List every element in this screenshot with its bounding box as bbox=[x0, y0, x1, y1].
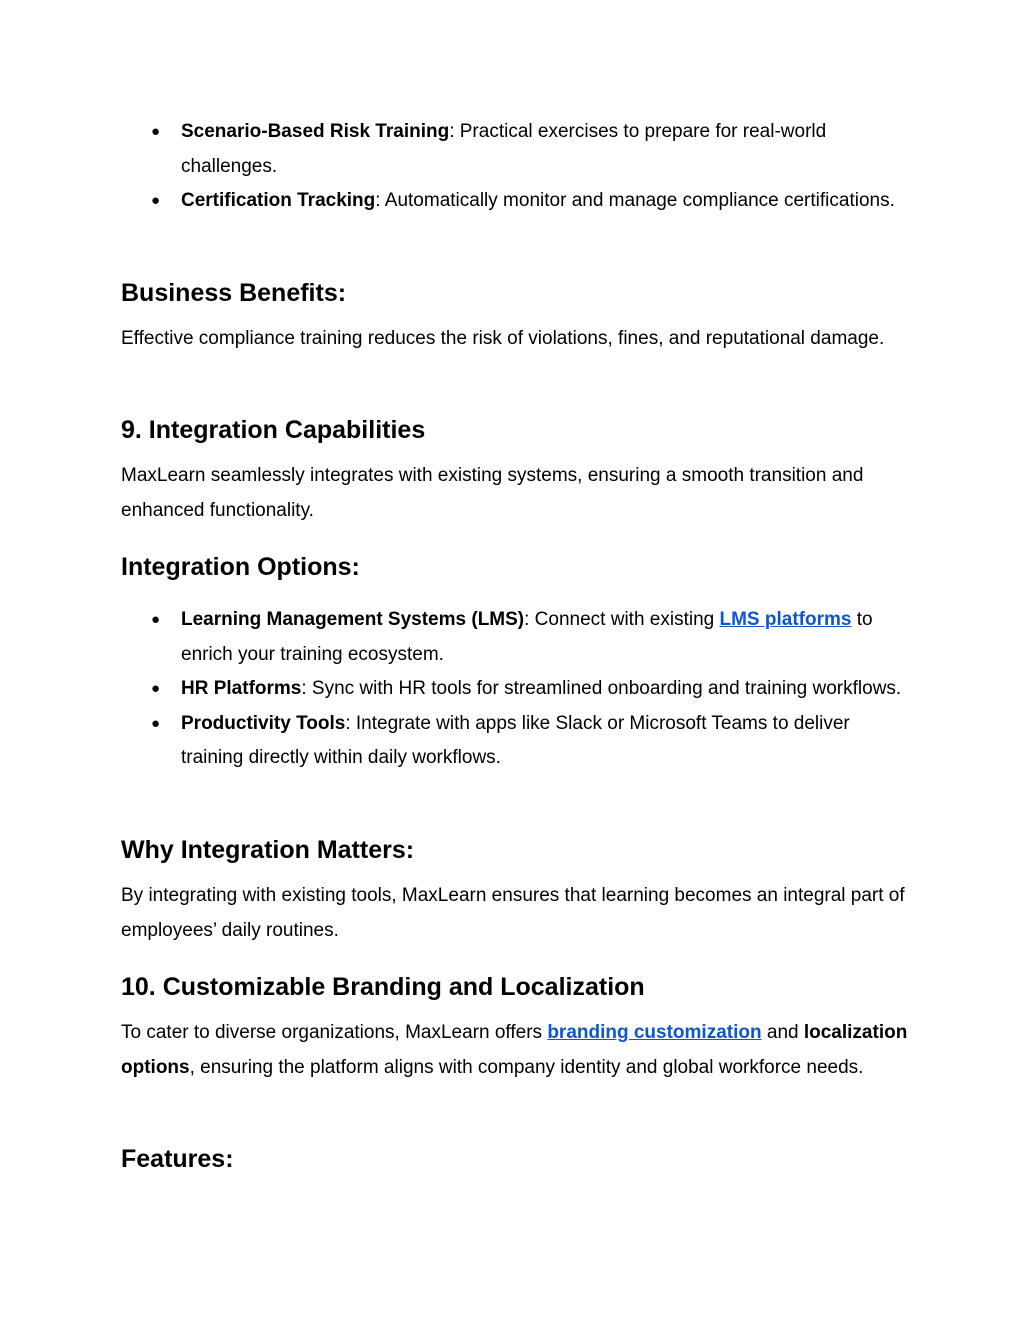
list-item-term: Certification Tracking bbox=[181, 190, 376, 211]
bullet-icon: ● bbox=[151, 680, 161, 697]
list-item bbox=[121, 184, 911, 219]
list-item-text: : Automatically monitor and manage compliance certifications. bbox=[375, 190, 895, 211]
list-item bbox=[121, 115, 911, 184]
list-item bbox=[121, 672, 911, 707]
bullet-icon: ● bbox=[151, 714, 161, 732]
list-item bbox=[121, 707, 911, 776]
why-integration-paragraph: By integrating with existing tools, MaxLearn ensures that learning becomes an integral part of employees’ daily routines. bbox=[121, 885, 905, 941]
heading-business-benefits: Business Benefits: bbox=[121, 279, 347, 307]
paragraph-bold-text: localization options bbox=[121, 1022, 908, 1078]
list-item-term: Scenario-Based Risk Training bbox=[181, 121, 450, 142]
integration-capabilities-paragraph: MaxLearn seamlessly integrates with existing systems, ensuring a smooth transition and enhanced functionality. bbox=[121, 465, 864, 521]
lms-platforms-link[interactable]: LMS platforms bbox=[719, 609, 852, 630]
integration-options-list bbox=[121, 603, 911, 776]
paragraph-text: and bbox=[761, 1022, 804, 1043]
heading-integration-capabilities: 9. Integration Capabilities bbox=[121, 416, 426, 444]
heading-branding-localization: 10. Customizable Branding and Localization bbox=[121, 973, 645, 1001]
compliance-feature-list bbox=[121, 115, 911, 219]
branding-customization-link[interactable]: branding customization bbox=[547, 1022, 762, 1043]
list-item-text: to enrich your training ecosystem. bbox=[181, 609, 873, 665]
list-item-term: Productivity Tools bbox=[181, 712, 346, 734]
list-item-text: : Connect with existing bbox=[524, 609, 720, 630]
business-benefits-paragraph: Effective compliance training reduces the risk of violations, fines, and reputational damage. bbox=[121, 328, 885, 349]
paragraph-text: To cater to diverse organizations, MaxLearn offers bbox=[121, 1022, 548, 1043]
bullet-icon: ● bbox=[151, 123, 161, 140]
bullet-icon: ● bbox=[151, 192, 161, 209]
bullet-icon: ● bbox=[151, 611, 161, 628]
heading-integration-options: Integration Options: bbox=[121, 553, 360, 581]
heading-features: Features: bbox=[121, 1145, 234, 1173]
list-item-term: HR Platforms bbox=[181, 678, 302, 699]
list-item-text: : Practical exercises to prepare for real-world challenges. bbox=[181, 121, 827, 177]
paragraph-text: , ensuring the platform aligns with company identity and global workforce needs. bbox=[189, 1056, 864, 1078]
list-item-term: Learning Management Systems (LMS) bbox=[181, 609, 525, 630]
list-item-text: : Integrate with apps like Slack or Microsoft Teams to deliver training directly within daily workflows. bbox=[181, 712, 850, 768]
list-item bbox=[121, 603, 911, 672]
list-item-text: : Sync with HR tools for streamlined onboarding and training workflows. bbox=[301, 678, 902, 699]
branding-localization-paragraph bbox=[121, 1016, 911, 1085]
heading-why-integration-matters: Why Integration Matters: bbox=[121, 836, 415, 864]
